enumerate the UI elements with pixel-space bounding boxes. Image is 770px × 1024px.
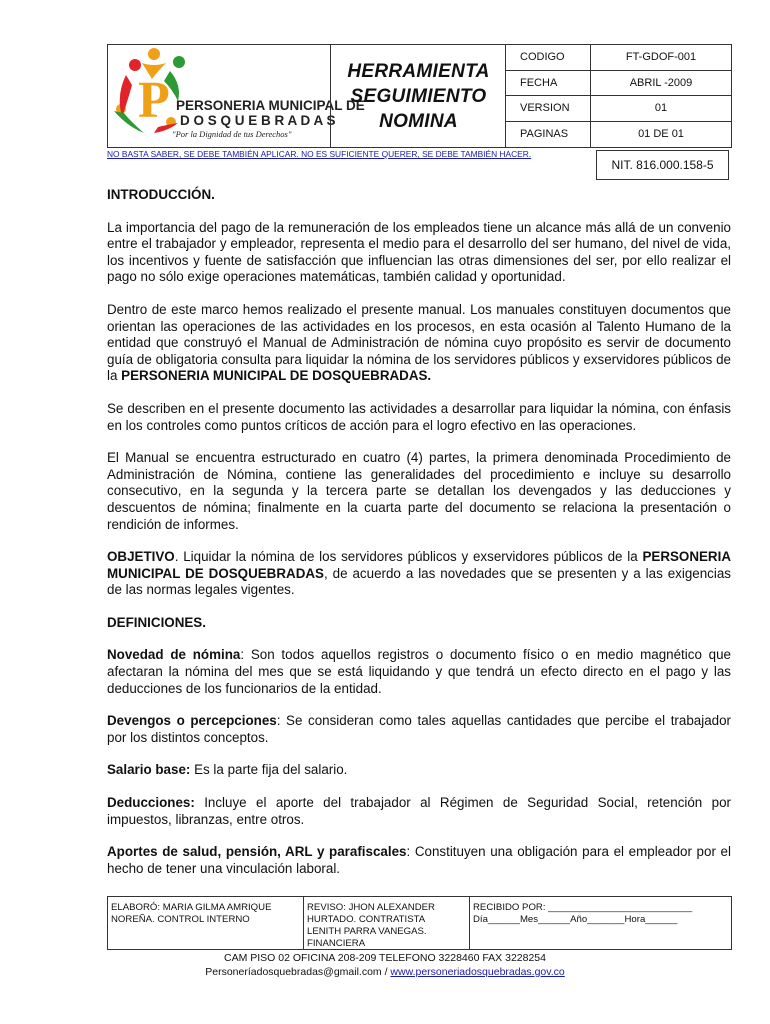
- meta-row-fecha: [505, 71, 731, 97]
- personeria-logo-icon: [108, 45, 365, 147]
- elaboro-line: NOREÑA. CONTROL INTERNO: [111, 914, 250, 925]
- objetivo-label: OBJETIVO: [107, 549, 175, 565]
- definition-item: [107, 795, 731, 828]
- intro-paragraph-4: El Manual se encuentra estructurado en cuatro (4) partes, la primera denominada Procedimiento de Administración de Nómina, contiene las generalidades del procedimiento e incluye su desarrollo consecutivo, en la segunda y la tercera parte se detallan los devengados y las deducciones y descuentos de nómina; finalmente en la cuarta parte del documento se relaciona la presentación o rendición de informes.: [107, 450, 731, 532]
- elaboro-line: ELABORÓ: MARIA GILMA AMRIQUE: [111, 902, 272, 913]
- svg-text:D O S Q U E B R A D A S: D O S Q U E B R A D A S: [180, 113, 336, 128]
- meta-value: ABRIL -2009: [590, 71, 731, 96]
- reviso-line: REVISO: JHON ALEXANDER: [307, 902, 435, 913]
- definition-item: [107, 713, 731, 746]
- definition-item: [107, 762, 731, 779]
- definition-term: Salario base:: [107, 762, 191, 778]
- definition-term: Devengos o percepciones: [107, 713, 277, 729]
- title-line-1: HERRAMIENTA: [347, 60, 490, 82]
- intro-paragraph-3: Se describen en el presente documento las actividades a desarrollar para liquidar la nómina, con énfasis en los controles como puntos críticos de acción para el logro efectivo en las operaciones.: [107, 400, 731, 433]
- footer-contact: [0, 966, 770, 978]
- document-body: [107, 187, 731, 893]
- meta-value: FT-GDOF-001: [590, 45, 731, 70]
- definition-text: Incluye el aporte del trabajador al Régimen de Seguridad Social, retención por impuestos, libranzas, entre otros.: [107, 795, 731, 827]
- signature-table: [107, 896, 732, 950]
- svg-text:P: P: [138, 72, 170, 129]
- meta-value: 01: [590, 96, 731, 121]
- definition-item: [107, 844, 731, 877]
- meta-label: FECHA: [505, 71, 590, 96]
- reviso-line: HURTADO. CONTRATISTA: [307, 914, 426, 925]
- meta-row-paginas: [505, 122, 731, 148]
- objetivo-text-2: , de acuerdo a las novedades que se presenten y a las exigencias de las normas legales vigentes.: [107, 565, 731, 598]
- definition-term: Novedad de nómina: [107, 647, 241, 663]
- meta-row-version: [505, 96, 731, 122]
- intro-heading: INTRODUCCIÓN.: [107, 187, 215, 202]
- recibido-line: RECIBIDO POR: ___________________________: [473, 902, 693, 913]
- footer-email: Personeríadosquebradas@gmail.com /: [205, 966, 391, 978]
- nit-box: NIT. 816.000.158-5: [596, 150, 729, 180]
- footer-website-link[interactable]: www.personeriadosquebradas.gov.co: [390, 966, 565, 978]
- reviso-line: LENITH PARRA VANEGAS.: [307, 926, 427, 937]
- definition-text: : Son todos aquellos registros o documento físico o en medio magnético que afectaran la nómina del mes que se está liquidando y que tendrá un efecto directo en el pago y las deducciones de los funcionarios de la entidad.: [107, 647, 731, 696]
- svg-text:PERSONERIA MUNICIPAL DE: PERSONERIA MUNICIPAL DE: [176, 98, 365, 113]
- recibido-line: Día______Mes______Año_______Hora______: [473, 914, 678, 925]
- recibido-cell: [469, 897, 731, 949]
- intro-p2-bold: PERSONERIA MUNICIPAL DE DOSQUEBRADAS.: [121, 368, 432, 384]
- footer-address: CAM PISO 02 OFICINA 208-209 TELEFONO 3228460 FAX 3228254: [224, 952, 546, 964]
- objetivo-paragraph: [107, 549, 731, 599]
- title-line-3: NOMINA: [379, 110, 458, 132]
- document-title: [330, 45, 506, 147]
- meta-label: CODIGO: [505, 45, 590, 70]
- meta-label: VERSION: [505, 96, 590, 121]
- meta-label: PAGINAS: [505, 122, 590, 148]
- logo: [108, 45, 365, 147]
- objetivo-text-1: . Liquidar la nómina de los servidores públicos y exservidores públicos de la: [174, 549, 643, 565]
- objetivo-bold: PERSONERIA MUNICIPAL DE DOSQUEBRADAS: [107, 549, 731, 581]
- intro-paragraph-1: La importancia del pago de la remuneración de los empleados tiene un alcance más allá de un convenio entre el trabajador y empleador, representa el medio para el desarrollo del ser humano, del nivel de vida, los incentivos y fuente de satisfacción que influencian las otras dimensiones del ser, por ello realizar el pago no sólo exige operaciones matemáticas, también calidad y oportunidad.: [107, 219, 731, 285]
- definiciones-heading: DEFINICIONES.: [107, 614, 206, 630]
- definition-item: [107, 647, 731, 697]
- slogan-link[interactable]: NO BASTA SABER, SE DEBE TAMBIÉN APLICAR. NO ES SUFICIENTE QUERER, SE DEBE TAMBIÉN HACER.: [107, 149, 532, 159]
- elaboro-cell: [108, 897, 303, 949]
- title-line-2: SEGUIMIENTO: [350, 85, 487, 107]
- reviso-cell: [303, 897, 469, 949]
- svg-text:"Por la Dignidad de tus Derech: "Por la Dignidad de tus Derechos": [172, 129, 292, 139]
- definition-term: Deducciones:: [107, 795, 195, 811]
- meta-value: 01 DE 01: [590, 122, 731, 148]
- reviso-line: FINANCIERA: [307, 938, 366, 949]
- definition-term: Aportes de salud, pensión, ARL y parafiscales: [107, 844, 407, 860]
- definition-text: : Se consideran como tales aquellas cantidades que percibe el trabajador por los distintos conceptos.: [107, 713, 731, 745]
- intro-p2-text: Dentro de este marco hemos realizado el presente manual. Los manuales constituyen documentos que orientan las operaciones de las actividades en los procesos, en esta ocasión al Talento Humano de la entidad que construyó el Manual de Administración de nómina cuyo propósito es servir de documento guía de obligatoria consulta para liquidar la nómina de los servidores públicos y exservidores públicos de la: [107, 301, 731, 384]
- definition-text: : Constituyen una obligación para el empleador por el hecho de tener una vinculación laboral.: [107, 844, 731, 876]
- definition-text: Es la parte fija del salario.: [190, 762, 348, 778]
- document-meta-table: [505, 45, 731, 147]
- intro-paragraph-2: [107, 302, 731, 385]
- meta-row-codigo: [505, 45, 731, 71]
- document-header: [107, 44, 732, 148]
